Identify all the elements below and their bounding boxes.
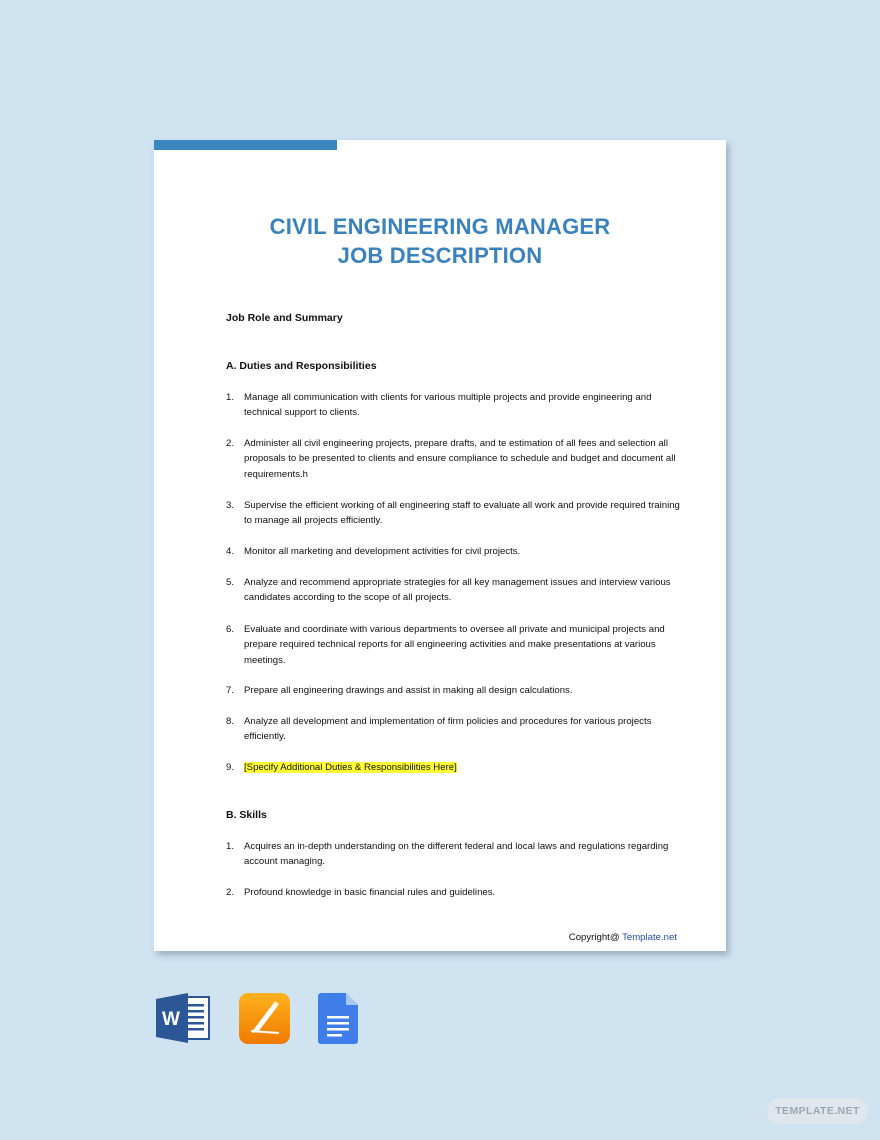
google-docs-icon[interactable] bbox=[318, 993, 358, 1044]
list-item: 4. Monitor all marketing and development activities for civil projects. bbox=[226, 546, 521, 557]
template-net-badge: TEMPLATE.NET bbox=[767, 1098, 868, 1124]
list-item: 1. Acquires an in-depth understanding on the different federal and local laws and regulations regarding account managing. bbox=[226, 841, 669, 868]
list-item: 7. Prepare all engineering drawings and assist in making all design calculations. bbox=[226, 685, 573, 696]
list-item: 2. Administer all civil engineering projects, prepare drafts, and te estimation of all fees and selection all proposals to be presented to clients and ensure compliance to schedule and budget and document all requirements.h bbox=[226, 438, 676, 480]
list-item: 5. Analyze and recommend appropriate strategies for all key management issues and interview various candidates according to the scope of all projects. bbox=[226, 577, 671, 604]
svg-text:W: W bbox=[162, 1009, 180, 1030]
summary-heading: Job Role and Summary bbox=[226, 312, 343, 324]
title-line-1: CIVIL ENGINEERING MANAGER bbox=[269, 214, 611, 239]
list-item: 8. Analyze all development and implementation of firm policies and procedures for various projects efficiently. bbox=[226, 716, 652, 743]
template-net-link[interactable]: Template.net bbox=[622, 932, 677, 943]
apple-pages-icon[interactable] bbox=[239, 993, 290, 1044]
document-page bbox=[154, 140, 726, 951]
copyright: Copyright@ Template.net bbox=[568, 932, 677, 943]
list-item: 2. Profound knowledge in basic financial rules and guidelines. bbox=[226, 887, 496, 898]
list-item: 9. [Specify Additional Duties & Responsibilities Here] bbox=[226, 762, 457, 773]
placeholder-highlight: [Specify Additional Duties & Responsibilities Here] bbox=[244, 762, 457, 773]
title-line-2: JOB DESCRIPTION bbox=[337, 243, 543, 268]
document-title bbox=[154, 212, 726, 270]
microsoft-word-icon[interactable] bbox=[156, 993, 210, 1043]
page-accent-bar bbox=[154, 140, 337, 150]
duties-heading: A. Duties and Responsibilities bbox=[226, 360, 377, 372]
list-item: 3. Supervise the efficient working of all engineering staff to evaluate all work and provide required training to manage all projects efficiently. bbox=[226, 500, 680, 527]
skills-heading: B. Skills bbox=[226, 809, 267, 821]
list-item: 6. Evaluate and coordinate with various departments to oversee all private and municipal projects and prepare required technical reports for all engineering activities and make presentations at various meetings. bbox=[226, 624, 665, 666]
list-item: 1. Manage all communication with clients for various multiple projects and provide engineering and technical support to clients. bbox=[226, 392, 652, 419]
